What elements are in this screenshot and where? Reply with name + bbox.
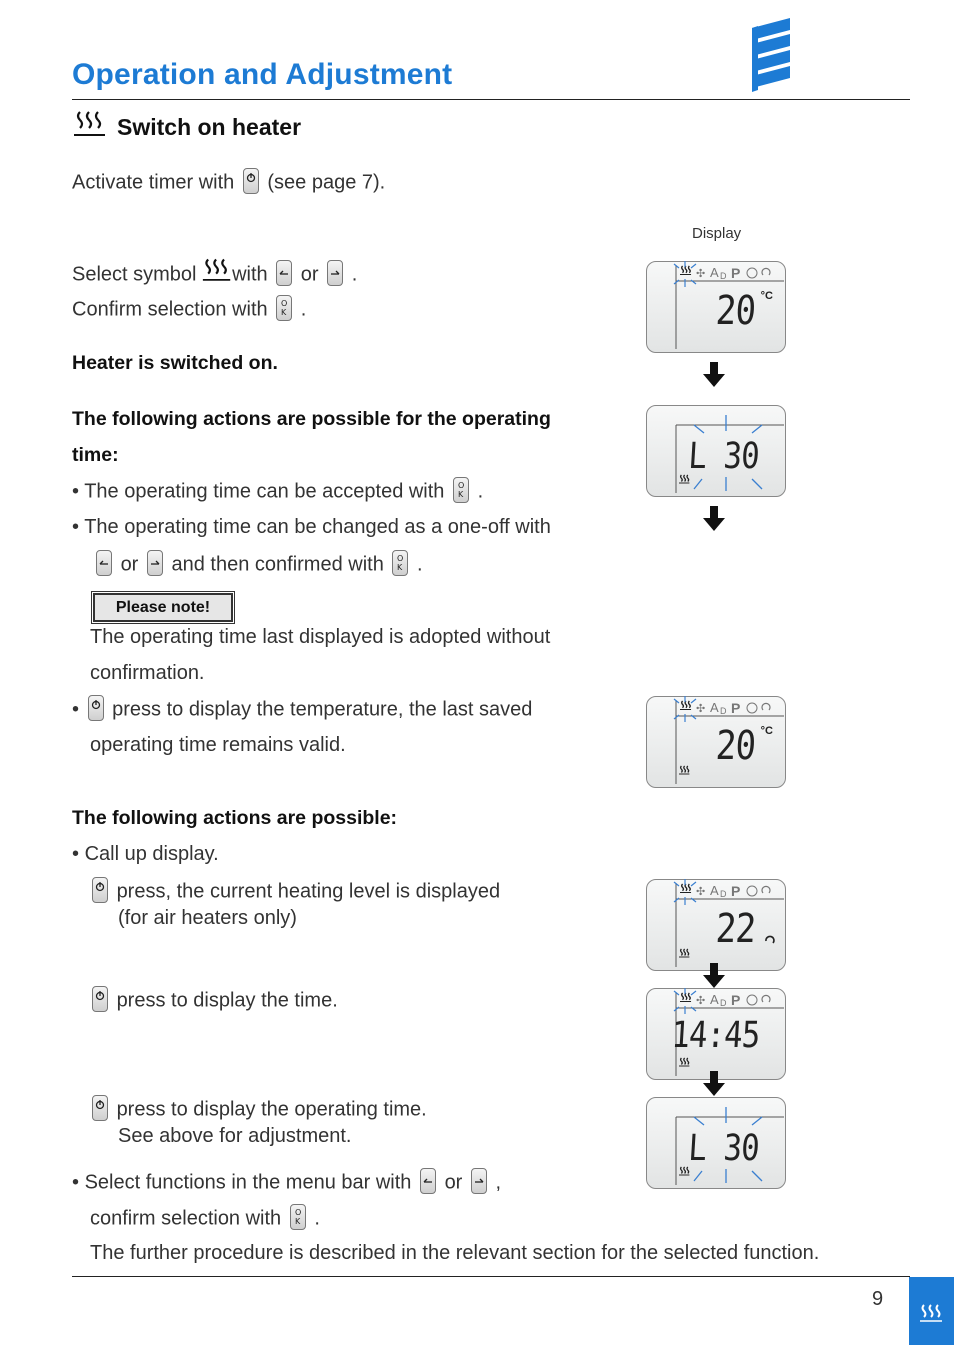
svg-text:K: K xyxy=(281,308,287,317)
svg-text:K: K xyxy=(458,490,464,499)
lcd-value: L 30 xyxy=(687,436,761,477)
svg-text:✣: ✣ xyxy=(696,702,706,715)
heater-icon xyxy=(202,256,232,286)
svg-text:D: D xyxy=(720,271,727,281)
please-note-badge: Please note! xyxy=(93,593,233,622)
lcd-display xyxy=(646,1097,786,1189)
dot-text: . xyxy=(300,298,307,321)
power-button-icon xyxy=(243,168,259,194)
right-button-icon xyxy=(147,550,163,576)
svg-text:P: P xyxy=(731,992,741,1008)
press-temp-text-1: press to display the temperature, the last saved xyxy=(112,698,533,721)
right-button-icon xyxy=(327,260,343,286)
press-temp-text-2: operating time remains valid. xyxy=(90,734,346,756)
activate-line xyxy=(72,170,385,196)
accept-line xyxy=(72,479,483,505)
possible-op-heading-2: time: xyxy=(72,444,119,466)
with-text: with xyxy=(232,263,268,286)
lcd-value: 20 xyxy=(714,723,757,769)
lcd-unit: °C xyxy=(760,290,773,302)
optime-line xyxy=(89,1097,427,1123)
note-text-2: confirmation. xyxy=(90,662,205,684)
ok-button-icon xyxy=(392,550,408,576)
footer-rule xyxy=(72,1276,910,1277)
refresh-icon xyxy=(763,932,777,951)
left-button-icon xyxy=(276,260,292,286)
ok-button-icon xyxy=(276,295,292,321)
lcd-display xyxy=(646,405,786,497)
bullet: • xyxy=(72,1171,80,1194)
activate-ref: (see page 7). xyxy=(267,171,386,194)
lcd-display xyxy=(646,696,786,788)
select-line xyxy=(72,260,357,290)
down-arrow-icon xyxy=(702,362,726,388)
svg-text:✣: ✣ xyxy=(696,994,706,1007)
heater-icon xyxy=(909,1277,954,1345)
press-temp-line xyxy=(72,697,532,723)
optime-text-2: See above for adjustment. xyxy=(118,1125,352,1147)
bullet: • xyxy=(72,698,80,721)
lcd-display xyxy=(646,261,786,353)
heater-icon xyxy=(73,110,107,140)
menu-text-2: confirm selection with xyxy=(90,1207,282,1230)
svg-text:✣: ✣ xyxy=(696,885,706,898)
change-text-1: The operating time can be changed as a one-off with xyxy=(84,516,551,538)
note-text-1: The operating time last displayed is adopted without xyxy=(90,626,551,648)
heat-level-line xyxy=(89,879,500,905)
svg-text:A: A xyxy=(710,883,719,898)
menu-line-2 xyxy=(90,1206,320,1232)
left-button-icon xyxy=(96,550,112,576)
power-button-icon xyxy=(92,877,108,903)
lcd-unit: °C xyxy=(760,725,773,737)
or-text: or xyxy=(120,553,139,576)
display-label: Display xyxy=(692,225,742,242)
or-text: or xyxy=(300,263,319,286)
down-arrow-icon xyxy=(702,1071,726,1097)
dot-text: . xyxy=(477,480,484,503)
svg-text:A: A xyxy=(710,992,719,1007)
ok-button-icon xyxy=(453,477,469,503)
svg-text:O: O xyxy=(458,481,465,490)
optime-text-1: press to display the operating time. xyxy=(116,1098,427,1121)
confirm-line xyxy=(72,297,306,323)
change-line-2 xyxy=(93,552,423,578)
svg-text:✣: ✣ xyxy=(696,267,706,280)
select-text: Select symbol xyxy=(72,263,197,286)
heat-level-text-1: press, the current heating level is displayed xyxy=(116,880,501,903)
svg-text:D: D xyxy=(720,706,727,716)
lcd-value: L 30 xyxy=(687,1128,761,1169)
page-title: Operation and Adjustment xyxy=(72,58,453,91)
svg-text:O: O xyxy=(397,554,404,563)
bullet: • xyxy=(72,480,80,503)
svg-text:D: D xyxy=(720,998,727,1008)
dot-text: . xyxy=(314,1207,320,1230)
dot-text: . xyxy=(351,263,358,286)
confirm-text: Confirm selection with xyxy=(72,298,268,321)
dot-text: . xyxy=(416,553,423,576)
svg-text:K: K xyxy=(294,1217,300,1226)
svg-text:P: P xyxy=(731,265,741,281)
header-rule xyxy=(72,99,910,100)
possible-heading: The following actions are possible: xyxy=(72,807,398,829)
or-text: or xyxy=(444,1171,463,1194)
svg-text:P: P xyxy=(731,700,741,716)
eberspaecher-logo xyxy=(750,18,792,92)
svg-text:O: O xyxy=(294,1208,302,1217)
further-text: The further procedure is described in the relevant section for the selected function. xyxy=(90,1242,820,1264)
bullet: • xyxy=(72,843,80,865)
svg-text:P: P xyxy=(731,883,741,899)
page-number: 9 xyxy=(872,1288,884,1310)
callup-line xyxy=(72,843,219,866)
comma-text: , xyxy=(495,1171,502,1194)
svg-text:O: O xyxy=(281,299,288,308)
bullet: • xyxy=(72,516,80,538)
possible-op-heading-1: The following actions are possible for the operating xyxy=(72,408,551,430)
callup-text: Call up display. xyxy=(84,843,219,865)
power-button-icon xyxy=(88,695,104,721)
lcd-display xyxy=(646,988,786,1080)
lcd-display xyxy=(646,879,786,971)
down-arrow-icon xyxy=(702,506,726,532)
svg-text:D: D xyxy=(720,889,727,899)
power-button-icon xyxy=(92,986,108,1012)
svg-text:A: A xyxy=(710,700,719,715)
accept-text: The operating time can be accepted with xyxy=(84,480,445,503)
change-line-1 xyxy=(72,516,551,539)
ok-button-icon xyxy=(290,1204,306,1230)
heater-on-text: Heater is switched on. xyxy=(72,352,278,374)
chapter-tab xyxy=(909,1277,954,1345)
svg-text:K: K xyxy=(397,563,403,572)
power-button-icon xyxy=(92,1095,108,1121)
down-arrow-icon xyxy=(702,963,726,989)
menu-text-1: Select functions in the menu bar with xyxy=(84,1171,412,1194)
lcd-value: 20 xyxy=(714,288,757,334)
section-heading: Switch on heater xyxy=(117,114,302,140)
lcd-value: 14:45 xyxy=(669,1015,761,1056)
left-button-icon xyxy=(420,1168,436,1194)
svg-text:A: A xyxy=(710,265,719,280)
change-text-2: and then confirmed with xyxy=(171,553,384,576)
time-text: press to display the time. xyxy=(116,989,338,1012)
menu-line-1 xyxy=(72,1170,501,1196)
right-button-icon xyxy=(471,1168,487,1194)
time-line xyxy=(89,988,338,1014)
activate-text: Activate timer with xyxy=(72,171,235,194)
heat-level-text-2: (for air heaters only) xyxy=(118,907,297,929)
lcd-value: 22 xyxy=(714,906,757,952)
